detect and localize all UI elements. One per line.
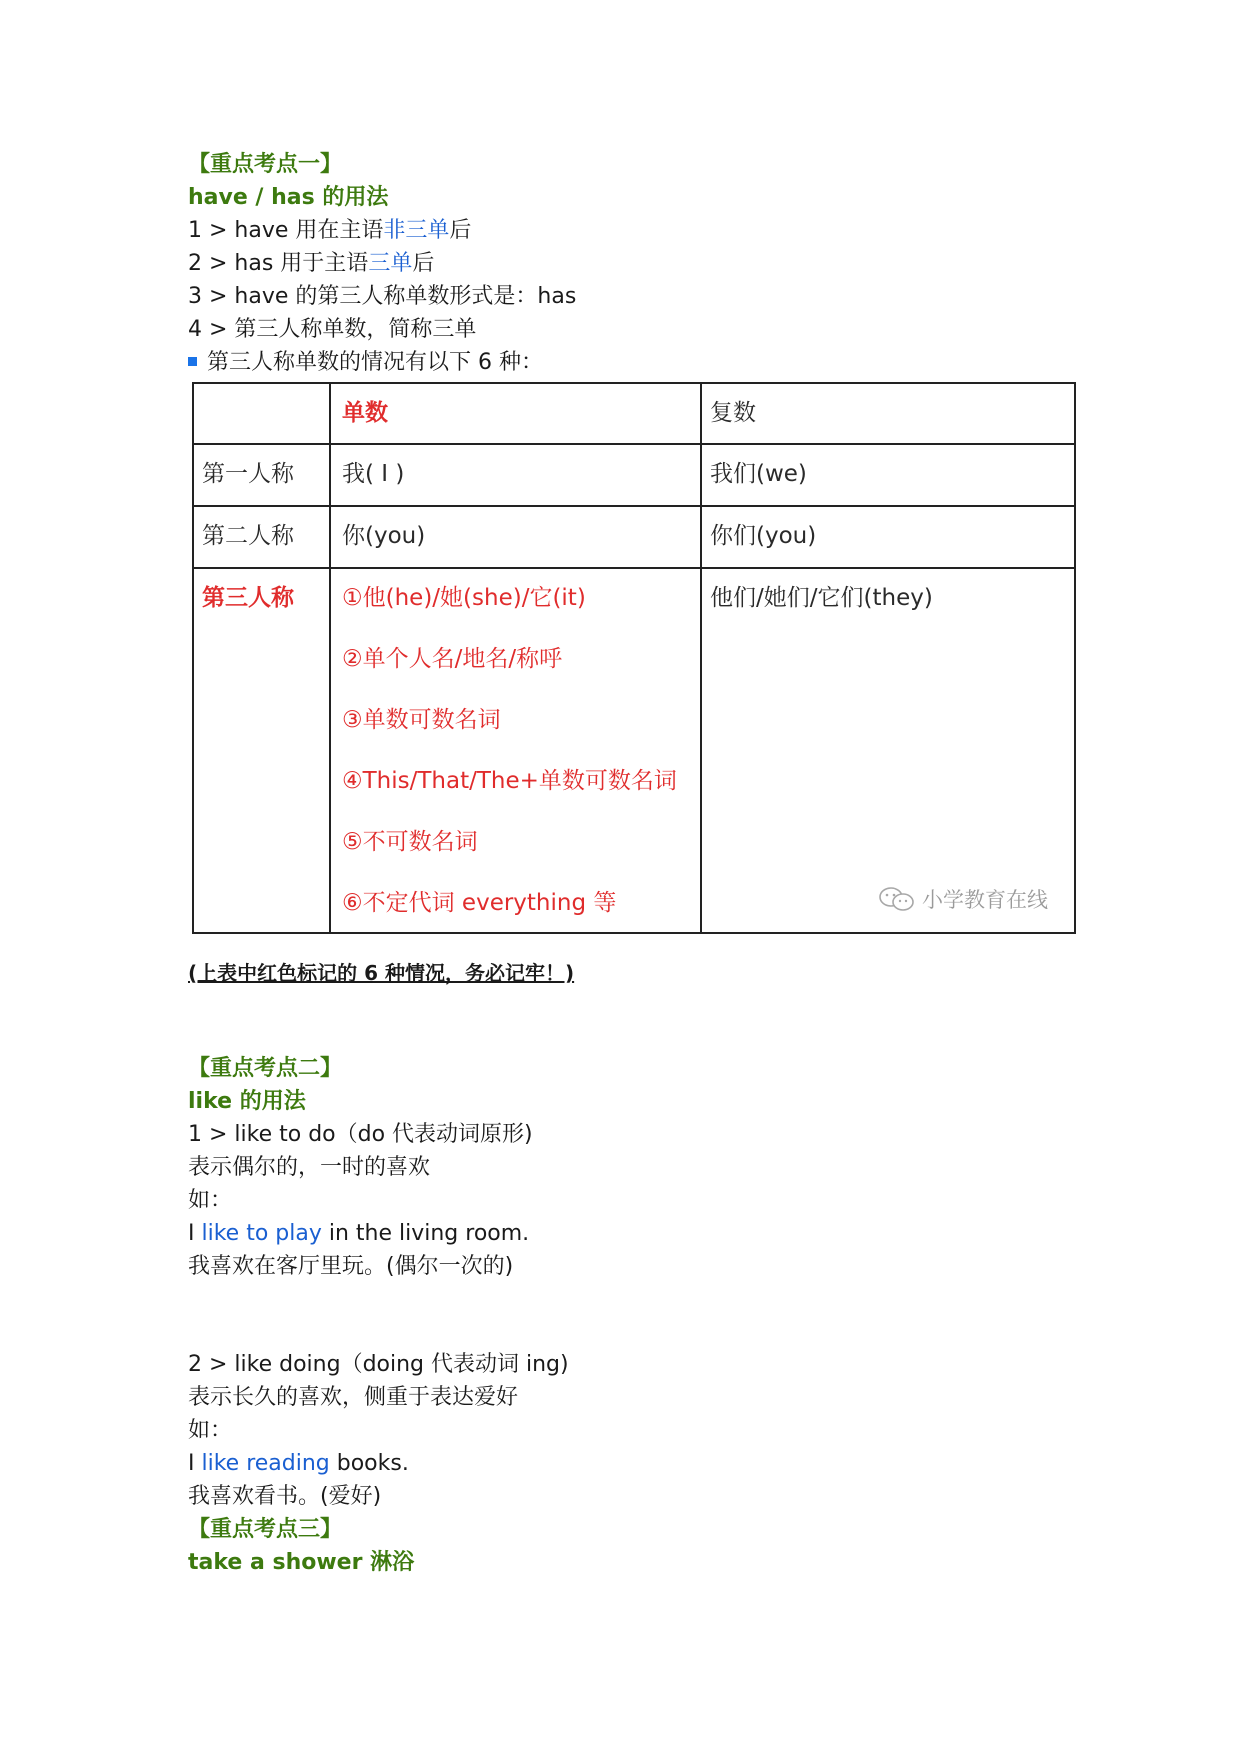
example-2-pre: I (188, 1451, 202, 1476)
example-2-post: books. (329, 1451, 409, 1476)
rule-2 (188, 249, 434, 279)
row2-plural: 你们(you) (710, 523, 817, 549)
row2-label: 第二人称 (202, 523, 294, 549)
row3-label: 第三人称 (202, 585, 294, 611)
like-meaning-1: 表示偶尔的，一时的喜欢 (188, 1155, 431, 1180)
rule-1 (188, 216, 471, 246)
example-1-pre: I (188, 1221, 202, 1246)
person-number-table (192, 382, 1076, 934)
section1-heading: 【重点考点一】 (188, 152, 343, 177)
rule-1-post: 后 (449, 218, 472, 243)
table-border (192, 932, 1076, 934)
row3-singular-item: ①他(he)/她(she)/它(it) (342, 585, 586, 611)
rule-2-pre: 2 > has 用于主语 (188, 251, 369, 276)
watermark (878, 884, 1048, 914)
row3-singular-item: ④This/That/The+单数可数名词 (342, 768, 677, 794)
row1-plural: 我们(we) (710, 461, 807, 487)
table-border (1074, 382, 1076, 934)
rule-1-highlight: 非三单 (383, 218, 450, 243)
example-label-1: 如： (188, 1188, 233, 1213)
section3-heading: 【重点考点三】 (188, 1517, 343, 1542)
translation-1: 我喜欢在客厅里玩。(偶尔一次的) (188, 1254, 514, 1279)
table-border (192, 505, 1076, 507)
section3-title: take a shower 淋浴 (188, 1550, 415, 1575)
example-sentence-1 (188, 1219, 529, 1249)
header-plural: 复数 (710, 400, 756, 426)
row3-singular-item: ⑤不可数名词 (342, 829, 478, 855)
rule-1-pre: 1 > have 用在主语 (188, 218, 384, 243)
square-bullet-icon (188, 357, 197, 366)
row3-singular-item: ③单数可数名词 (342, 707, 501, 733)
rule-2-post: 后 (412, 251, 435, 276)
example-1-highlight: like to play (201, 1221, 322, 1246)
example-sentence-2 (188, 1449, 409, 1479)
rule-2-highlight: 三单 (368, 251, 413, 276)
rule-3: 3 > have 的第三人称单数形式是：has (188, 284, 577, 309)
section2-heading: 【重点考点二】 (188, 1056, 343, 1081)
table-note: (上表中红色标记的 6 种情况，务必记牢！) (188, 961, 575, 985)
table-border (192, 567, 1076, 569)
example-1-post: in the living room. (321, 1221, 530, 1246)
table-border (192, 443, 1076, 445)
table-border (192, 382, 1076, 384)
example-label-2: 如： (188, 1418, 233, 1443)
bullet-text: 第三人称单数的情况有以下 6 种： (207, 350, 543, 375)
section2-title: like 的用法 (188, 1089, 306, 1114)
watermark-text: 小学教育在线 (922, 888, 1048, 912)
row3-plural: 他们/她们/它们(they) (710, 585, 933, 611)
example-2-highlight: like reading (201, 1451, 330, 1476)
table-border (329, 382, 331, 934)
rule-4: 4 > 第三人称单数，简称三单 (188, 317, 477, 342)
header-singular: 单数 (342, 400, 388, 426)
table-border (700, 382, 702, 934)
table-border (192, 382, 194, 934)
section1-title: have / has 的用法 (188, 185, 389, 210)
translation-2: 我喜欢看书。(爱好) (188, 1484, 382, 1509)
like-rule-2: 2 > like doing（doing 代表动词 ing) (188, 1352, 569, 1377)
row3-singular-item: ⑥不定代词 everything 等 (342, 890, 617, 916)
bullet-line (188, 348, 543, 378)
like-rule-1: 1 > like to do（do 代表动词原形) (188, 1122, 533, 1147)
like-meaning-2: 表示长久的喜欢，侧重于表达爱好 (188, 1385, 519, 1410)
row3-singular-item: ②单个人名/地名/称呼 (342, 646, 563, 672)
row2-singular: 你(you) (342, 523, 426, 549)
row1-singular: 我( I ) (342, 461, 405, 487)
wechat-icon (878, 886, 916, 912)
row1-label: 第一人称 (202, 461, 294, 487)
